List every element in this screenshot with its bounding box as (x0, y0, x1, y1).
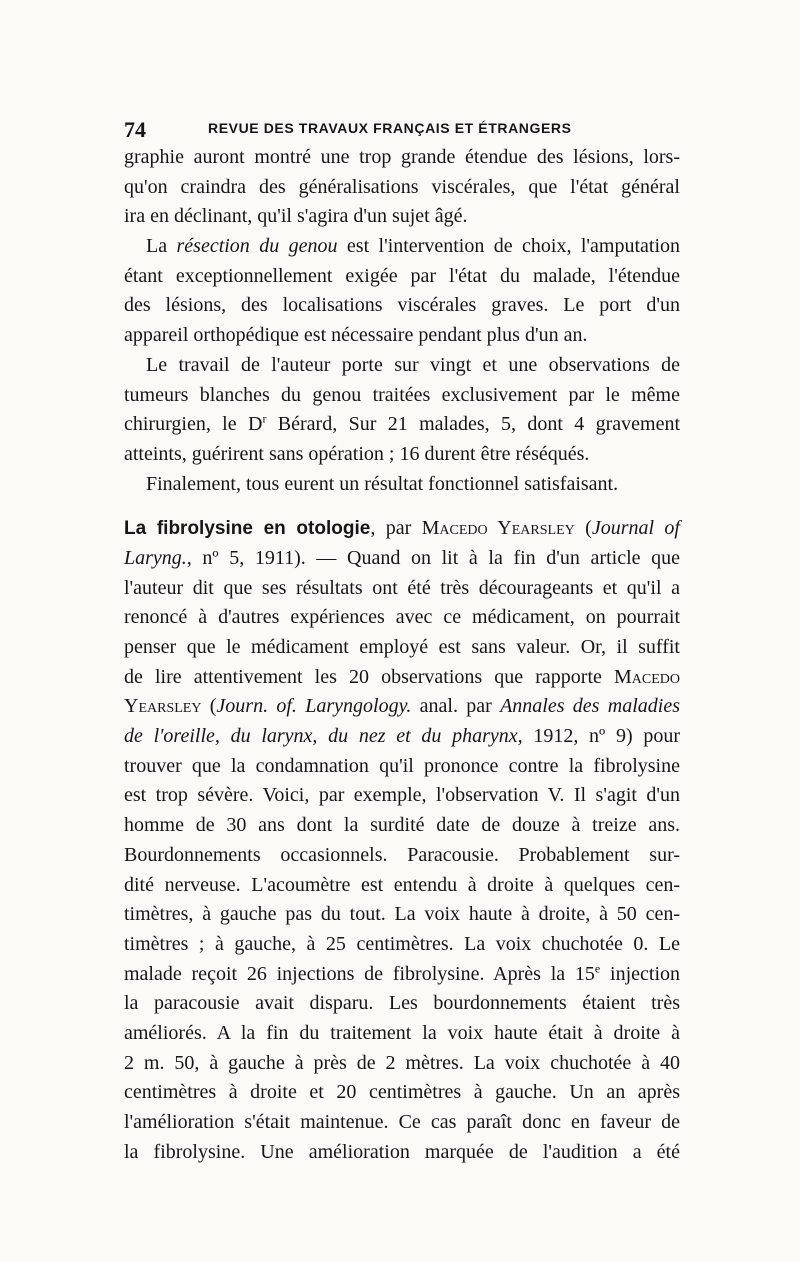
text-line (124, 410, 680, 440)
author-name: Macedo (613, 665, 680, 688)
emphasis-text: résection du genou (176, 235, 338, 258)
text-line (124, 544, 680, 574)
text-line (124, 232, 680, 262)
text-run: , nº 5, 1911). — Quand on lit à la fin d'un article que (186, 546, 680, 569)
text-run: ( (201, 695, 217, 718)
text-line: la paracousie avait disparu. Les bourdonnements étaient très (124, 992, 680, 1015)
text-line: Le travail de l'auteur porte sur vingt et une observations de (146, 353, 680, 376)
text-run: de lire attentivement les 20 observations que rapporte (124, 665, 614, 688)
text-line: étant exceptionnellement exigée par l'état du malade, l'étendue (124, 264, 680, 287)
journal-reference: Laryng. (124, 546, 187, 569)
text-line: ira en déclinant, qu'il s'agira d'un sujet âgé. (124, 205, 468, 228)
text-line (124, 722, 680, 752)
text-run: ( (574, 517, 592, 540)
text-line (124, 960, 680, 990)
text-line: atteints, guérirent sans opération ; 16 durent être réséqués. (124, 442, 590, 465)
text-line: graphie auront montré une trop grande étendue des lésions, lors- (124, 146, 680, 168)
author-name: Yearsley (124, 695, 202, 718)
text-run: 1912, nº 9) pour (522, 725, 680, 748)
text-run: , par (370, 517, 422, 540)
body-text (124, 143, 680, 1167)
text-line: centimètres à droite et 20 centimètres à gauche. Un an après (124, 1081, 680, 1104)
text-line: penser que le médicament employé est sans valeur. Or, il suffit (124, 636, 680, 658)
text-line: trouver que la condamnation qu'il prononce contre la fibrolysine (124, 754, 680, 777)
text-line (124, 692, 680, 722)
text-line: tumeurs blanches du genou traitées exclusivement par le même (124, 383, 680, 406)
text-line: homme de 30 ans dont la surdité date de douze à treize ans. (124, 814, 680, 837)
journal-reference: Annales des maladies (500, 695, 680, 718)
text-run: Bérard, Sur 21 malades, 5, dont 4 gravement (266, 413, 681, 436)
page-number: 74 (124, 117, 146, 142)
page-header (124, 117, 684, 141)
text-line: 2 m. 50, à gauche à près de 2 mètres. La voix chuchotée à 40 (124, 1051, 680, 1074)
journal-reference: Journ. of. Laryngology. (216, 695, 412, 718)
text-run: chirurgien, le D (124, 413, 263, 436)
text-line: améliorés. A la fin du traitement la voix haute était à droite à (124, 1021, 680, 1044)
text-line: qu'on craindra des généralisations viscérales, que l'état général (124, 175, 680, 198)
text-run: malade reçoit 26 injections de fibrolysine. Après la 15 (124, 962, 595, 985)
journal-reference: Journal of (591, 517, 680, 540)
text-line: est trop sévère. Voici, par exemple, l'observation V. Il s'agit d'un (124, 784, 680, 807)
text-line: dité nerveuse. L'acoumètre est entendu à droite à quelques cen- (124, 873, 680, 896)
superscript: e (594, 960, 601, 975)
author-name: Macedo Yearsley (421, 517, 575, 540)
text-line: l'amélioration s'était maintenue. Ce cas paraît donc en faveur de (124, 1111, 680, 1133)
text-line: renoncé à d'autres expériences avec ce médicament, on pourrait (124, 606, 680, 629)
superscript: r (262, 411, 267, 426)
text-run: La (146, 235, 177, 258)
text-line: Bourdonnements occasionnels. Paracousie. Probablement sur- (124, 843, 680, 866)
text-run: injection (600, 962, 680, 985)
article-heading-line (124, 514, 680, 544)
text-line (124, 663, 680, 693)
text-line: timètres ; à gauche, à 25 centimètres. La voix chuchotée 0. Le (124, 932, 680, 955)
running-title: REVUE DES TRAVAUX FRANÇAIS ET ÉTRANGERS (208, 120, 572, 136)
text-line: des lésions, des localisations viscérales graves. Le port d'un (124, 294, 680, 317)
text-run: est l'intervention de choix, l'amputation (337, 235, 680, 258)
text-line: appareil orthopédique est nécessaire pendant plus d'un an. (124, 324, 588, 347)
text-line: l'auteur dit que ses résultats ont été très décourageants et qu'il a (124, 576, 680, 599)
article-title: La fibrolysine en otologie (124, 518, 371, 540)
text-run: anal. par (411, 695, 501, 718)
text-line: la fibrolysine. Une amélioration marquée de l'audition a été (124, 1140, 680, 1163)
text-line: Finalement, tous eurent un résultat fonctionnel satisfaisant. (146, 472, 619, 495)
journal-reference: de l'oreille, du larynx, du nez et du pharynx, (124, 725, 523, 748)
text-line: timètres, à gauche pas du tout. La voix haute à droite, à 50 cen- (124, 903, 680, 926)
